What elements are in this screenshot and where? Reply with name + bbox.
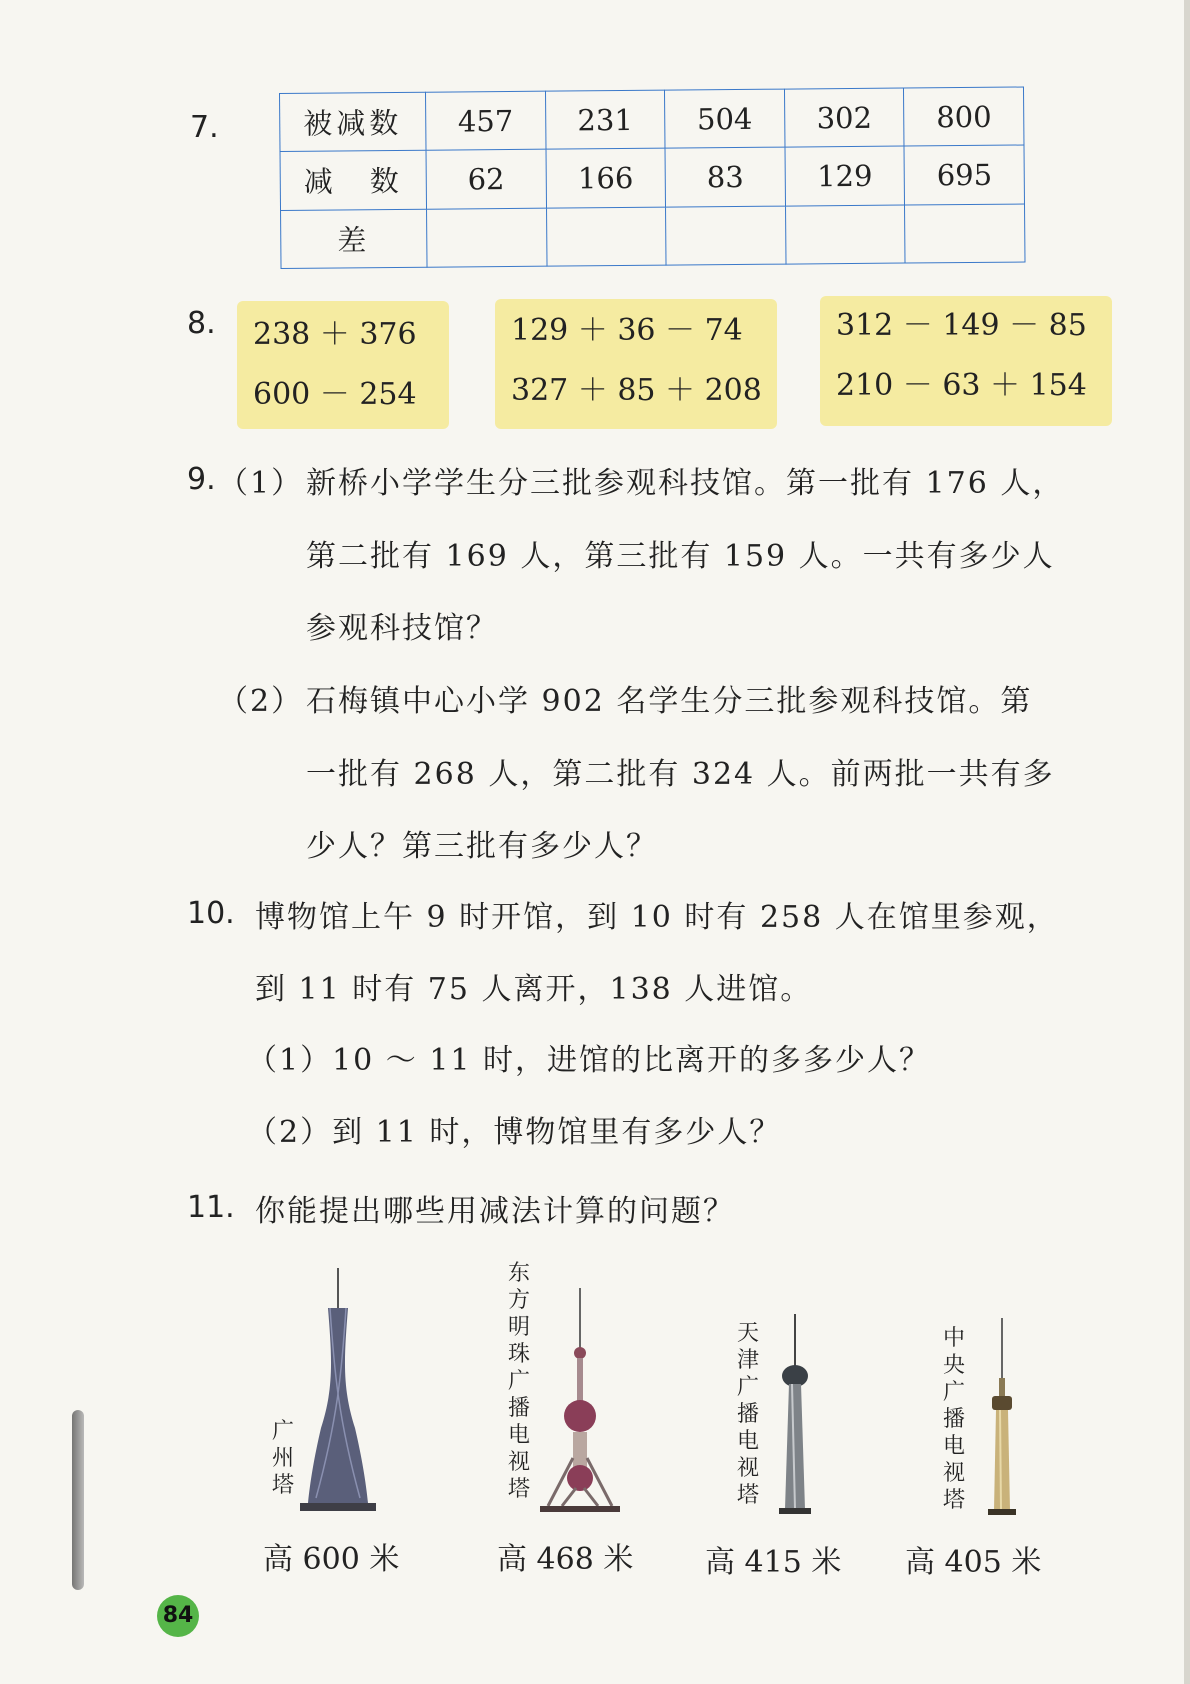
table-cell: 231	[545, 90, 665, 149]
expression-box-3	[820, 296, 1112, 426]
expression: 129 ＋ 36 － 74	[511, 313, 743, 348]
answer-cell[interactable]	[427, 208, 547, 267]
table-cell: 129	[785, 146, 905, 205]
page-binding-shadow	[72, 1410, 84, 1590]
canton-tower-icon	[300, 1268, 376, 1514]
oriental-pearl-tower-icon	[540, 1288, 620, 1514]
q9-part1-line: 新桥小学学生分三批参观科技馆。第一批有 176 人，	[306, 466, 1065, 501]
q7-number: 7.	[190, 110, 219, 145]
q9-part1-line: 参观科技馆？	[306, 611, 498, 646]
page-edge	[1184, 0, 1190, 1684]
answer-cell[interactable]	[666, 206, 786, 265]
q10-line: 博物馆上午 9 时开馆，到 10 时有 258 人在馆里参观，	[255, 900, 1059, 935]
tower-name-1: 广州塔	[271, 1419, 294, 1498]
table-cell: 83	[665, 147, 785, 206]
q10-number: 10.	[187, 896, 235, 931]
table-row	[281, 204, 1025, 269]
answer-cell[interactable]	[785, 205, 905, 264]
answer-cell[interactable]	[546, 207, 666, 266]
tower-height-1: 高 600 米	[263, 1542, 400, 1577]
tower-height-3: 高 415 米	[705, 1545, 842, 1580]
tower-name-2: 东方明珠广播电视塔	[507, 1261, 530, 1502]
q10-line: 到 11 时有 75 人离开，138 人进馆。	[255, 972, 813, 1007]
row-label: 减 数	[280, 151, 427, 211]
expression-box-2	[495, 299, 777, 429]
answer-cell[interactable]	[905, 204, 1025, 263]
table-cell: 504	[665, 89, 785, 148]
tower-name-3: 天津广播电视塔	[736, 1321, 759, 1508]
q8-number: 8.	[187, 306, 216, 341]
q9-part2-line: 一批有 268 人，第二批有 324 人。前两批一共有多	[306, 757, 1055, 792]
q11-text: 你能提出哪些用减法计算的问题？	[255, 1194, 735, 1229]
q10-part1: （1）10 ～ 11 时，进馆的比离开的多多少人？	[247, 1043, 932, 1078]
tower-height-4: 高 405 米	[905, 1545, 1042, 1580]
q9-number: 9.	[187, 462, 216, 497]
row-label: 被减数	[280, 92, 427, 152]
table-cell: 302	[784, 88, 904, 147]
q9-part2-label: （2）	[218, 684, 304, 719]
expression: 600 － 254	[253, 377, 417, 412]
table-cell: 457	[425, 91, 545, 150]
q9-part2-line: 少人？第三批有多少人？	[306, 829, 658, 864]
cctv-tower-icon	[984, 1318, 1020, 1518]
table-cell: 62	[426, 150, 546, 209]
tianjin-tv-tower-icon	[775, 1314, 815, 1516]
expression: 327 ＋ 85 ＋ 208	[511, 373, 762, 408]
expression: 312 － 149 － 85	[836, 308, 1087, 343]
table-cell: 695	[904, 145, 1024, 204]
q9-part1-line: 第二批有 169 人，第三批有 159 人。一共有多少人	[306, 539, 1055, 574]
tower-name-4: 中央广播电视塔	[942, 1326, 965, 1513]
subtraction-table	[279, 86, 1026, 268]
q9-part2-line: 石梅镇中心小学 902 名学生分三批参观科技馆。第	[306, 684, 1033, 719]
table-cell: 166	[546, 148, 666, 207]
expression: 210 － 63 ＋ 154	[836, 368, 1087, 403]
tower-height-2: 高 468 米	[497, 1542, 634, 1577]
q9-part1-label: （1）	[218, 466, 304, 501]
q10-part2: （2）到 11 时，博物馆里有多少人？	[247, 1115, 782, 1150]
table-cell: 800	[904, 87, 1024, 146]
expression-box-1	[237, 301, 449, 429]
row-label: 差	[281, 209, 428, 269]
page-number: 84	[157, 1595, 199, 1637]
expression: 238 ＋ 376	[253, 317, 417, 352]
table-row	[280, 87, 1024, 152]
q11-number: 11.	[187, 1190, 235, 1225]
table-row	[280, 145, 1024, 210]
